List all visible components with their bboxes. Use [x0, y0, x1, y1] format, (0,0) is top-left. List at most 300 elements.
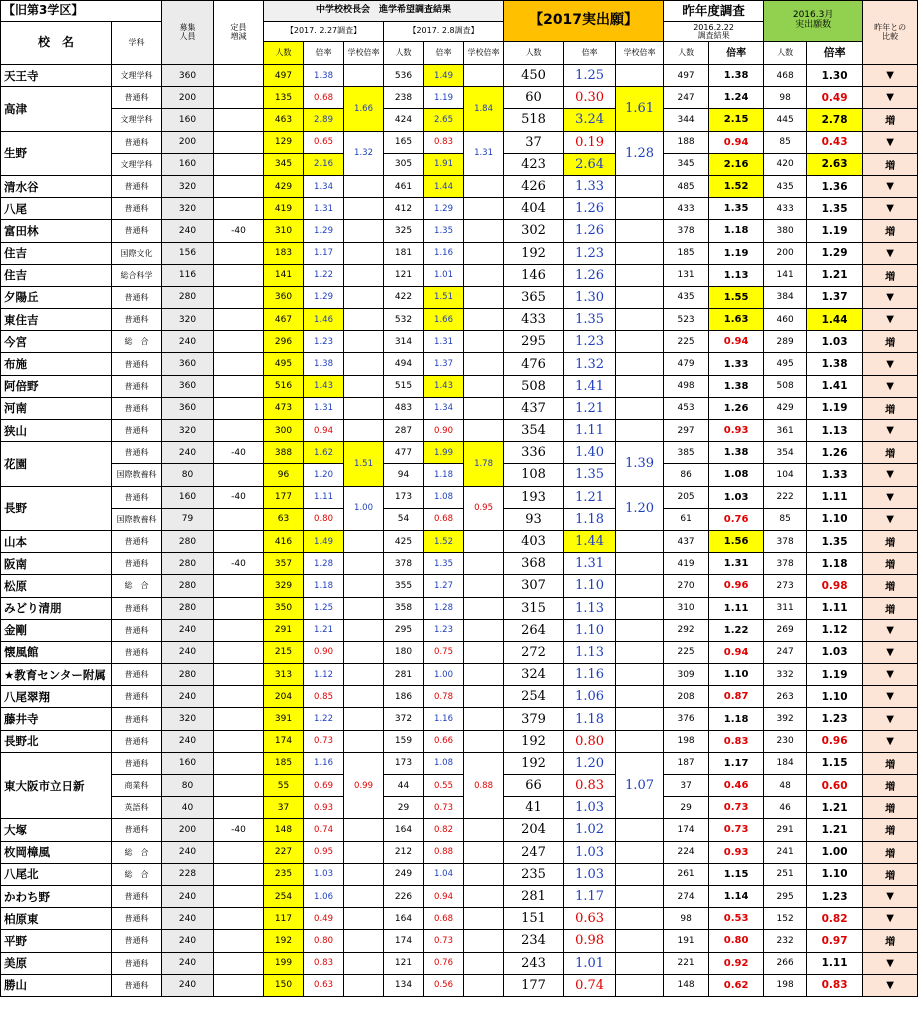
s2-ratio: 0.56 — [424, 974, 464, 996]
last-year-count: 297 — [664, 420, 709, 442]
school-name: 松原 — [1, 575, 112, 597]
course-name: 普通科 — [112, 686, 162, 708]
capacity-change — [214, 198, 264, 220]
capacity-change — [214, 575, 264, 597]
s2-count: 249 — [384, 863, 424, 885]
table-row — [1, 464, 918, 486]
table-row — [1, 486, 918, 508]
prev-actual-count: 230 — [764, 730, 807, 752]
actual-school-ratio-header: 学校倍率 — [616, 42, 664, 65]
table-row — [1, 198, 918, 220]
actual-count: 324 — [504, 664, 564, 686]
s2-school-ratio: 0.88 — [464, 752, 504, 819]
last-year-count: 86 — [664, 464, 709, 486]
prev-actual-count: 445 — [764, 109, 807, 131]
s1-count: 148 — [264, 819, 304, 841]
s1-count: 388 — [264, 442, 304, 464]
table-row — [1, 242, 918, 264]
prev-actual-ratio: 1.11 — [807, 486, 863, 508]
prev-actual-count: 291 — [764, 819, 807, 841]
school-header: 校 名 — [1, 22, 112, 65]
last-year-ratio: 1.19 — [709, 242, 764, 264]
compare-marker: 増 — [863, 331, 918, 353]
s1-count: 516 — [264, 375, 304, 397]
s1-school-ratio — [344, 686, 384, 708]
s1-count: 235 — [264, 863, 304, 885]
prev-actual-ratio: 1.29 — [807, 242, 863, 264]
course-name: 普通科 — [112, 619, 162, 641]
actual-ratio: 1.10 — [564, 575, 616, 597]
course-name: 英語科 — [112, 797, 162, 819]
s2-school-ratio — [464, 841, 504, 863]
last-year-count: 131 — [664, 264, 709, 286]
actual-ratio: 1.35 — [564, 309, 616, 331]
table-row — [1, 220, 918, 242]
course-name: 総 合 — [112, 331, 162, 353]
prev-actual-ratio: 2.63 — [807, 153, 863, 175]
s1-count: 467 — [264, 309, 304, 331]
prev-actual-ratio: 1.26 — [807, 442, 863, 464]
actual-count: 146 — [504, 264, 564, 286]
s2-ratio: 1.51 — [424, 286, 464, 308]
s1-ratio: 1.38 — [304, 353, 344, 375]
compare-marker: ▼ — [863, 641, 918, 663]
s1-ratio: 1.16 — [304, 752, 344, 774]
course-name: 普通科 — [112, 819, 162, 841]
change-header: 定員 増減 — [214, 1, 264, 65]
capacity: 280 — [162, 553, 214, 575]
table-row — [1, 885, 918, 907]
table-row — [1, 65, 918, 87]
s1-ratio: 1.62 — [304, 442, 344, 464]
s1-count: 495 — [264, 353, 304, 375]
prev-actual-count: 378 — [764, 553, 807, 575]
capacity: 240 — [162, 930, 214, 952]
table-row — [1, 353, 918, 375]
prev-actual-ratio: 1.10 — [807, 686, 863, 708]
last-year-ratio: 0.73 — [709, 797, 764, 819]
last-year-count: 188 — [664, 131, 709, 153]
compare-marker: 増 — [863, 109, 918, 131]
s1-school-ratio — [344, 597, 384, 619]
s2-school-ratio — [464, 885, 504, 907]
prev-actual-ratio: 0.96 — [807, 730, 863, 752]
last-year-ratio: 2.16 — [709, 153, 764, 175]
actual-count: 193 — [504, 486, 564, 508]
school-name: 高津 — [1, 87, 112, 131]
s1-count: 177 — [264, 486, 304, 508]
school-name: 平野 — [1, 930, 112, 952]
actual-ratio: 1.30 — [564, 286, 616, 308]
course-name: 普通科 — [112, 553, 162, 575]
actual-ratio: 1.21 — [564, 397, 616, 419]
table-body — [1, 65, 918, 997]
s2-ratio: 1.31 — [424, 331, 464, 353]
prev-actual-count: 420 — [764, 153, 807, 175]
last-ratio-header: 倍率 — [709, 42, 764, 65]
actual-school-ratio — [616, 65, 664, 87]
s1-count: 429 — [264, 175, 304, 197]
table-row — [1, 530, 918, 552]
actual-school-ratio: 1.20 — [616, 486, 664, 530]
actual-count: 93 — [504, 508, 564, 530]
capacity-change — [214, 87, 264, 109]
survey1-date: 【2017. 2.27調査】 — [264, 22, 384, 42]
table-row — [1, 641, 918, 663]
last-year-count: 376 — [664, 708, 709, 730]
s2-ratio: 1.23 — [424, 619, 464, 641]
school-name: 生野 — [1, 131, 112, 175]
s2-count: 378 — [384, 553, 424, 575]
actual-school-ratio — [616, 331, 664, 353]
capacity-change — [214, 664, 264, 686]
course-name: 国際文化 — [112, 242, 162, 264]
s2-school-ratio — [464, 730, 504, 752]
compare-marker: ▼ — [863, 175, 918, 197]
last-year-ratio: 1.15 — [709, 863, 764, 885]
last-year-ratio: 0.83 — [709, 730, 764, 752]
s1-ratio: 0.85 — [304, 686, 344, 708]
table-row — [1, 397, 918, 419]
actual-school-ratio: 1.07 — [616, 752, 664, 819]
actual-ratio: 2.64 — [564, 153, 616, 175]
s2-count: 305 — [384, 153, 424, 175]
survey-title: 中学校校長会 進学希望調査結果 — [264, 1, 504, 22]
actual-count: 315 — [504, 597, 564, 619]
last-year-ratio: 1.26 — [709, 397, 764, 419]
s2-school-ratio — [464, 264, 504, 286]
s1-count: 183 — [264, 242, 304, 264]
capacity-change — [214, 508, 264, 530]
course-name: 普通科 — [112, 131, 162, 153]
s2-ratio: 0.78 — [424, 686, 464, 708]
s2-school-ratio — [464, 819, 504, 841]
capacity: 80 — [162, 775, 214, 797]
s1-school-ratio — [344, 708, 384, 730]
s2-count: 174 — [384, 930, 424, 952]
last-year-ratio: 1.18 — [709, 708, 764, 730]
school-name: 枚岡樟風 — [1, 841, 112, 863]
s1-ratio: 1.21 — [304, 619, 344, 641]
s1-school-ratio — [344, 885, 384, 907]
course-name: 普通科 — [112, 286, 162, 308]
s2-count: 94 — [384, 464, 424, 486]
prev-actual-count: 269 — [764, 619, 807, 641]
last-year-count: 29 — [664, 797, 709, 819]
compare-marker: ▼ — [863, 286, 918, 308]
s1-school-ratio — [344, 841, 384, 863]
s1-ratio: 1.06 — [304, 885, 344, 907]
actual-school-ratio — [616, 242, 664, 264]
actual-ratio: 3.24 — [564, 109, 616, 131]
s1-ratio: 0.80 — [304, 930, 344, 952]
school-name: 藤井寺 — [1, 708, 112, 730]
s2-ratio: 1.04 — [424, 863, 464, 885]
table-row — [1, 930, 918, 952]
actual-count: 247 — [504, 841, 564, 863]
actual-school-ratio — [616, 530, 664, 552]
actual-ratio: 1.26 — [564, 220, 616, 242]
actual-ratio: 1.31 — [564, 553, 616, 575]
table-row — [1, 175, 918, 197]
actual-count: 423 — [504, 153, 564, 175]
s2-count: 164 — [384, 819, 424, 841]
last-year-ratio: 0.80 — [709, 930, 764, 952]
course-name: 普通科 — [112, 730, 162, 752]
last-year-ratio: 0.94 — [709, 131, 764, 153]
actual-school-ratio — [616, 952, 664, 974]
compare-marker: ▼ — [863, 686, 918, 708]
s1-school-ratio — [344, 264, 384, 286]
course-name: 普通科 — [112, 708, 162, 730]
school-name: 長野北 — [1, 730, 112, 752]
actual-ratio: 1.26 — [564, 198, 616, 220]
table-row — [1, 87, 918, 109]
last-year-ratio: 0.96 — [709, 575, 764, 597]
s2-ratio: 1.66 — [424, 309, 464, 331]
compare-marker: ▼ — [863, 353, 918, 375]
capacity: 240 — [162, 442, 214, 464]
capacity-change — [214, 264, 264, 286]
s1-count: 254 — [264, 885, 304, 907]
capacity: 240 — [162, 641, 214, 663]
capacity-change — [214, 420, 264, 442]
course-name: 普通科 — [112, 397, 162, 419]
s2-school-ratio — [464, 420, 504, 442]
prev-actual-ratio: 1.10 — [807, 863, 863, 885]
capacity-change — [214, 530, 264, 552]
prev-actual-count: 384 — [764, 286, 807, 308]
last-year-count: 148 — [664, 974, 709, 996]
last-year-count: 225 — [664, 641, 709, 663]
s2-count: 422 — [384, 286, 424, 308]
actual-count: 437 — [504, 397, 564, 419]
school-name: 勝山 — [1, 974, 112, 996]
actual-ratio: 0.63 — [564, 908, 616, 930]
course-name: 普通科 — [112, 87, 162, 109]
s2-count: 159 — [384, 730, 424, 752]
s2-ratio: 0.82 — [424, 819, 464, 841]
s2-count: 281 — [384, 664, 424, 686]
last-year-count: 310 — [664, 597, 709, 619]
last-year-count: 205 — [664, 486, 709, 508]
actual-school-ratio — [616, 198, 664, 220]
actual-count: 336 — [504, 442, 564, 464]
s2-school-ratio — [464, 331, 504, 353]
prev-actual-count: 152 — [764, 908, 807, 930]
actual-school-ratio — [616, 708, 664, 730]
last-year-count: 185 — [664, 242, 709, 264]
capacity: 200 — [162, 87, 214, 109]
prev-actual-ratio: 1.00 — [807, 841, 863, 863]
s1-count: 215 — [264, 641, 304, 663]
actual-school-ratio — [616, 397, 664, 419]
s2-count: 186 — [384, 686, 424, 708]
s1-count: 185 — [264, 752, 304, 774]
table-row — [1, 952, 918, 974]
s1-ratio: 1.03 — [304, 863, 344, 885]
s2-ratio: 0.94 — [424, 885, 464, 907]
s2-ratio: 0.55 — [424, 775, 464, 797]
prev-actual-count: 460 — [764, 309, 807, 331]
capacity-change — [214, 619, 264, 641]
s1-count: 63 — [264, 508, 304, 530]
course-name: 普通科 — [112, 641, 162, 663]
s1-ratio: 1.12 — [304, 664, 344, 686]
s1-ratio: 0.94 — [304, 420, 344, 442]
s1-count: 150 — [264, 974, 304, 996]
s1-school-ratio — [344, 309, 384, 331]
compare-marker: 増 — [863, 442, 918, 464]
s2-ratio: 1.91 — [424, 153, 464, 175]
s2-school-ratio — [464, 641, 504, 663]
s1-ratio: 1.49 — [304, 530, 344, 552]
s1-count: 117 — [264, 908, 304, 930]
prev-actual-ratio: 0.98 — [807, 575, 863, 597]
last-year-count: 247 — [664, 87, 709, 109]
capacity-change: -40 — [214, 819, 264, 841]
actual-count: 295 — [504, 331, 564, 353]
s2-ratio: 1.34 — [424, 397, 464, 419]
actual-count: 403 — [504, 530, 564, 552]
actual-count: 354 — [504, 420, 564, 442]
compare-marker: 増 — [863, 220, 918, 242]
actual-ratio: 1.23 — [564, 242, 616, 264]
s2-school-ratio — [464, 952, 504, 974]
school-name: 河南 — [1, 397, 112, 419]
s2-school-ratio — [464, 198, 504, 220]
prev-actual-ratio: 0.82 — [807, 908, 863, 930]
course-name: 普通科 — [112, 908, 162, 930]
actual-ratio: 1.18 — [564, 708, 616, 730]
s1-count: 37 — [264, 797, 304, 819]
s2-count: 536 — [384, 65, 424, 87]
school-name: 懐風館 — [1, 641, 112, 663]
capacity-change: -40 — [214, 220, 264, 242]
s2-school-ratio — [464, 553, 504, 575]
capacity-change — [214, 109, 264, 131]
capacity: 40 — [162, 797, 214, 819]
compare-marker: ▼ — [863, 730, 918, 752]
s1-count: 192 — [264, 930, 304, 952]
s2-count: 515 — [384, 375, 424, 397]
last-year-ratio: 2.15 — [709, 109, 764, 131]
s1-count: 350 — [264, 597, 304, 619]
compare-marker: 増 — [863, 530, 918, 552]
course-name: 普通科 — [112, 198, 162, 220]
prev-count-header: 人数 — [764, 42, 807, 65]
capacity-header: 募集 人員 — [162, 1, 214, 65]
last-year-ratio: 0.73 — [709, 819, 764, 841]
s2-ratio: 1.52 — [424, 530, 464, 552]
capacity: 320 — [162, 309, 214, 331]
prev-actual-ratio: 1.19 — [807, 397, 863, 419]
s1-count: 227 — [264, 841, 304, 863]
table-row — [1, 686, 918, 708]
s1-count: 204 — [264, 686, 304, 708]
s1-ratio: 1.18 — [304, 575, 344, 597]
capacity: 240 — [162, 908, 214, 930]
s2-ratio: 1.35 — [424, 553, 464, 575]
school-name: 美原 — [1, 952, 112, 974]
s2-count: 355 — [384, 575, 424, 597]
prev-actual-count: 332 — [764, 664, 807, 686]
s1-ratio: 1.22 — [304, 264, 344, 286]
actual-ratio: 1.16 — [564, 664, 616, 686]
actual-ratio: 1.01 — [564, 952, 616, 974]
s2-school-ratio — [464, 863, 504, 885]
s2-ratio: 1.29 — [424, 198, 464, 220]
last-year-count: 224 — [664, 841, 709, 863]
prev-actual-count: 98 — [764, 87, 807, 109]
last-year-count: 37 — [664, 775, 709, 797]
actual-school-ratio: 1.28 — [616, 131, 664, 175]
actual-count: 254 — [504, 686, 564, 708]
s2-count: 173 — [384, 486, 424, 508]
actual-school-ratio — [616, 819, 664, 841]
last-year-ratio: 0.62 — [709, 974, 764, 996]
actual-ratio: 0.30 — [564, 87, 616, 109]
s2-ratio: 1.08 — [424, 752, 464, 774]
capacity-change — [214, 331, 264, 353]
capacity-change — [214, 730, 264, 752]
actual-count: 108 — [504, 464, 564, 486]
prev-actual-ratio: 1.03 — [807, 331, 863, 353]
actual-count: 404 — [504, 198, 564, 220]
course-name: 普通科 — [112, 309, 162, 331]
s2-ratio: 0.88 — [424, 841, 464, 863]
table-row — [1, 752, 918, 774]
school-name: かわち野 — [1, 885, 112, 907]
capacity: 320 — [162, 198, 214, 220]
s1-count: 391 — [264, 708, 304, 730]
compare-marker: 増 — [863, 153, 918, 175]
table-row — [1, 619, 918, 641]
compare-marker: 増 — [863, 597, 918, 619]
s2-school-ratio: 1.84 — [464, 87, 504, 131]
compare-marker: ▼ — [863, 708, 918, 730]
s2-school-ratio: 1.78 — [464, 442, 504, 486]
actual-school-ratio — [616, 930, 664, 952]
s2-count: 181 — [384, 242, 424, 264]
capacity: 240 — [162, 841, 214, 863]
actual-school-ratio — [616, 286, 664, 308]
school-name: 天王寺 — [1, 65, 112, 87]
s1-school-ratio: 1.66 — [344, 87, 384, 131]
capacity-change — [214, 952, 264, 974]
capacity-change — [214, 752, 264, 774]
s2-ratio: 1.43 — [424, 375, 464, 397]
compare-marker: ▼ — [863, 65, 918, 87]
last-year-ratio: 1.24 — [709, 87, 764, 109]
s1-school-ratio — [344, 420, 384, 442]
course-name: 普通科 — [112, 442, 162, 464]
capacity: 280 — [162, 597, 214, 619]
table-row — [1, 974, 918, 996]
last-year-ratio: 1.17 — [709, 752, 764, 774]
s2-count: 226 — [384, 885, 424, 907]
s1-count: 345 — [264, 153, 304, 175]
capacity: 360 — [162, 65, 214, 87]
s2-ratio: 0.73 — [424, 797, 464, 819]
s2-count: 325 — [384, 220, 424, 242]
s2-ratio: 0.83 — [424, 131, 464, 153]
table-row — [1, 908, 918, 930]
s2-count: 180 — [384, 641, 424, 663]
last-year-ratio: 1.38 — [709, 442, 764, 464]
compare-marker: ▼ — [863, 619, 918, 641]
last-year-count: 419 — [664, 553, 709, 575]
